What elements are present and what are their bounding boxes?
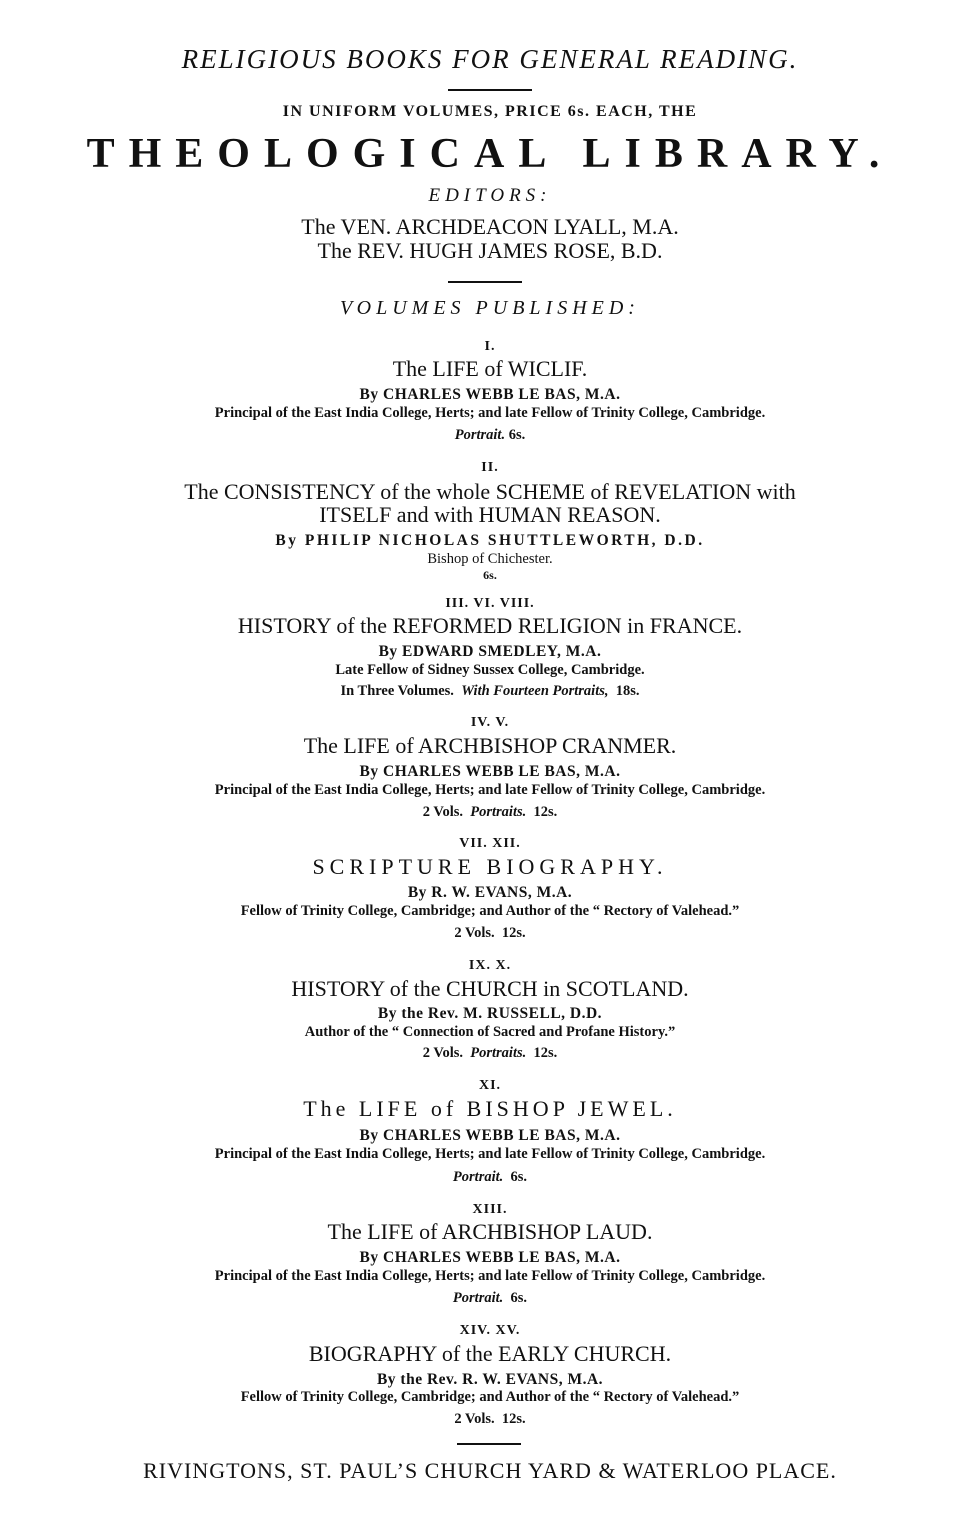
details-pre: 2 Vols. xyxy=(422,1045,464,1061)
book-title: SCRIPTURE BIOGRAPHY. xyxy=(312,854,668,879)
publisher-imprint: RIVINGTONS, ST. PAUL’S CHURCH YARD & WATERLOO PLACE. xyxy=(143,1458,837,1483)
book-title: The LIFE of BISHOP JEWEL. xyxy=(303,1096,677,1121)
book-details xyxy=(0,926,980,941)
page-title: RELIGIOUS BOOKS FOR GENERAL READING. xyxy=(181,44,799,74)
book-description: Principal of the East India College, Herts; and late Fellow of Trinity College, Cambridge. xyxy=(214,405,766,421)
details-pre: 2 Vols. xyxy=(454,1411,495,1427)
divider-rule xyxy=(448,89,532,91)
divider-rule xyxy=(448,281,522,283)
book-author: By CHARLES WEBB LE BAS, M.A. xyxy=(359,1127,621,1144)
book-description: Principal of the East India College, Herts; and late Fellow of Trinity College, Cambridge. xyxy=(214,782,766,798)
details-price: 12s. xyxy=(501,925,526,941)
details-italic: Portrait. xyxy=(452,1290,504,1306)
book-number: I. xyxy=(484,339,496,354)
details-italic: Portrait. xyxy=(454,427,506,443)
book-number: III. VI. VIII. xyxy=(445,596,535,611)
book-title: BIOGRAPHY of the EARLY CHURCH. xyxy=(308,1341,672,1366)
details-italic: Portraits. xyxy=(470,1045,527,1061)
details-pre: 2 Vols. xyxy=(422,804,464,820)
book-number: XI. xyxy=(478,1078,502,1093)
book-number: IX. X. xyxy=(468,958,512,973)
book-number: XIII. xyxy=(472,1202,508,1217)
book-author: By CHARLES WEBB LE BAS, M.A. xyxy=(359,1249,621,1266)
book-details xyxy=(0,1412,980,1427)
book-details xyxy=(0,569,980,581)
details-price: 6s. xyxy=(510,1169,528,1185)
book-description: Author of the “ Connection of Sacred and Profane History.” xyxy=(304,1024,676,1040)
book-title: The CONSISTENCY of the whole SCHEME of REVELATION with xyxy=(184,479,796,504)
book-number: XIV. XV. xyxy=(459,1323,521,1338)
details-price: 6s. xyxy=(483,568,497,582)
library-title: THEOLOGICAL LIBRARY. xyxy=(86,131,894,177)
book-author: By PHILIP NICHOLAS SHUTTLEWORTH, D.D. xyxy=(275,532,705,549)
book-author: By CHARLES WEBB LE BAS, M.A. xyxy=(359,763,621,780)
book-description: Bishop of Chichester. xyxy=(427,551,553,567)
details-price: 6s. xyxy=(510,1290,528,1306)
editor-1: The VEN. ARCHDEACON LYALL, M.A. xyxy=(301,214,679,239)
book-details xyxy=(0,428,980,443)
book-author: By the Rev. M. RUSSELL, D.D. xyxy=(377,1005,603,1022)
details-price: 6s. xyxy=(508,427,526,443)
book-description: Principal of the East India College, Herts; and late Fellow of Trinity College, Cambridge. xyxy=(214,1146,766,1162)
book-author: By CHARLES WEBB LE BAS, M.A. xyxy=(359,386,621,403)
details-pre: In Three Volumes. xyxy=(340,683,454,699)
details-price: 12s. xyxy=(533,804,558,820)
book-description: Fellow of Trinity College, Cambridge; and Author of the “ Rectory of Valehead.” xyxy=(240,903,740,919)
book-description: Late Fellow of Sidney Sussex College, Cambridge. xyxy=(335,662,645,678)
book-details xyxy=(0,684,980,699)
book-details xyxy=(0,1046,980,1061)
book-author: By the Rev. R. W. EVANS, M.A. xyxy=(376,1371,604,1388)
editor-2: The REV. HUGH JAMES ROSE, B.D. xyxy=(317,238,663,263)
book-author: By EDWARD SMEDLEY, M.A. xyxy=(378,643,602,660)
details-pre: 2 Vols. xyxy=(454,925,495,941)
details-price: 12s. xyxy=(501,1411,526,1427)
book-details xyxy=(0,1291,980,1306)
details-price: 12s. xyxy=(533,1045,558,1061)
book-title: HISTORY of the CHURCH in SCOTLAND. xyxy=(291,976,689,1001)
book-details xyxy=(0,805,980,820)
book-description: Fellow of Trinity College, Cambridge; and Author of the “ Rectory of Valehead.” xyxy=(240,1389,740,1405)
book-title-line-2: ITSELF and with HUMAN REASON. xyxy=(319,502,661,527)
book-author: By R. W. EVANS, M.A. xyxy=(407,884,573,901)
details-italic: Portrait. xyxy=(452,1169,504,1185)
book-number: VII. XII. xyxy=(459,836,521,851)
book-title: The LIFE of ARCHBISHOP CRANMER. xyxy=(303,733,677,758)
editors-label: EDITORS: xyxy=(428,185,552,206)
book-title: HISTORY of the REFORMED RELIGION in FRANCE. xyxy=(237,613,743,638)
book-number: II. xyxy=(481,460,499,475)
subtitle: IN UNIFORM VOLUMES, PRICE 6s. EACH, THE xyxy=(282,103,698,120)
volumes-label: VOLUMES PUBLISHED: xyxy=(340,297,640,319)
book-title: The LIFE of WICLIF. xyxy=(392,356,588,381)
divider-rule xyxy=(457,1443,521,1445)
book-details xyxy=(0,1170,980,1185)
book-title: The LIFE of ARCHBISHOP LAUD. xyxy=(327,1219,653,1244)
book-description: Principal of the East India College, Herts; and late Fellow of Trinity College, Cambridge. xyxy=(214,1268,766,1284)
details-price: 18s. xyxy=(615,683,640,699)
details-italic: Portraits. xyxy=(470,804,527,820)
details-italic: With Fourteen Portraits, xyxy=(461,683,609,699)
book-number: IV. V. xyxy=(470,715,510,730)
